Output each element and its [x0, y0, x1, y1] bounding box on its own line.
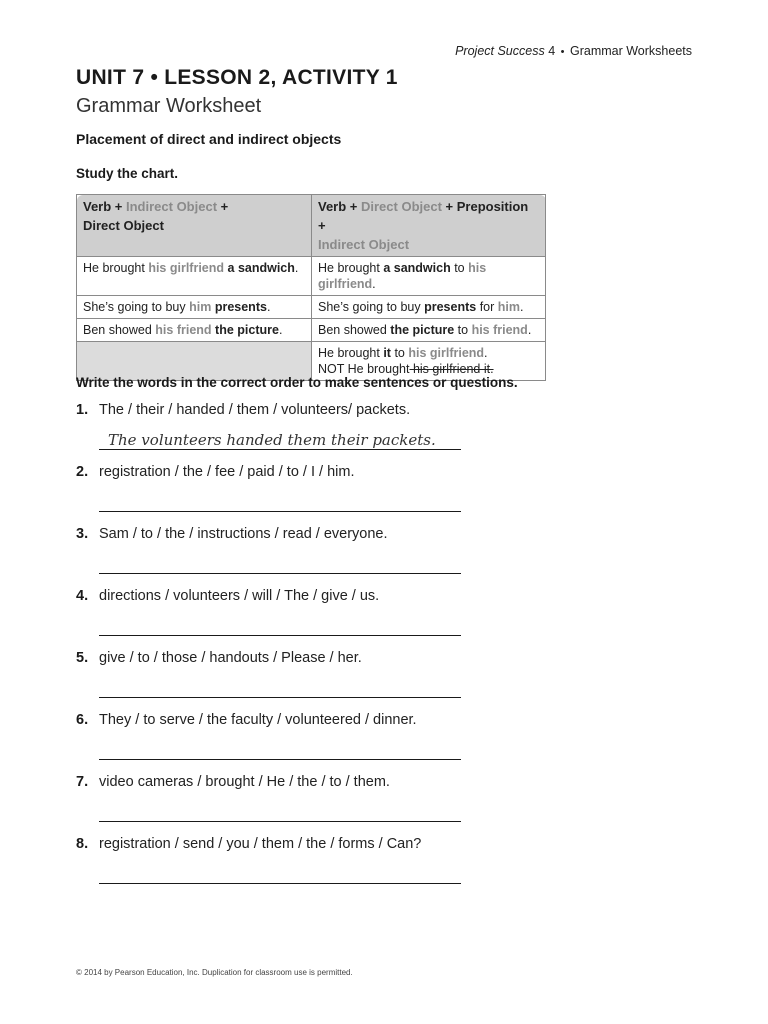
- chart-text: Verb +: [83, 199, 126, 214]
- answer-line[interactable]: [99, 883, 461, 884]
- chart-text: .: [294, 261, 299, 275]
- chart-text: Indirect Object: [126, 199, 218, 214]
- answer-line[interactable]: [99, 449, 461, 450]
- chart-row: [77, 296, 546, 319]
- item-number: 3.: [76, 526, 89, 542]
- chart-text: to: [450, 261, 469, 275]
- chart-text: Direct Object: [83, 218, 164, 233]
- chart-text: his girlfriend: [318, 261, 487, 291]
- grammar-chart: [76, 194, 546, 381]
- item-number: 6.: [76, 712, 89, 728]
- chart-row: [77, 257, 546, 296]
- item-prompt: video cameras / brought / He / the / to / them.: [99, 774, 390, 790]
- chart-text: .: [520, 300, 524, 314]
- item-prompt: directions / volunteers / will / The / give / us.: [99, 588, 380, 604]
- chart-text: +: [217, 199, 229, 214]
- chart-text: .: [372, 277, 376, 291]
- chart-text: presents: [424, 300, 477, 314]
- chart-cell: [77, 319, 312, 342]
- item-prompt: give / to / those / handouts / Please / her.: [99, 650, 362, 666]
- series-level: 4: [548, 44, 556, 58]
- chart-text: He brought: [318, 261, 384, 275]
- item-prompt: The / their / handed / them / volunteers/ packets.: [99, 402, 411, 418]
- chart-text: .: [527, 323, 532, 337]
- chart-text: for: [476, 300, 498, 314]
- exercise-item: [76, 464, 466, 526]
- chart-text: the picture: [215, 323, 279, 337]
- item-prompt: registration / the / fee / paid / to / I / him.: [99, 464, 355, 480]
- write-instruction: Write the words in the correct order to make sentences or questions.: [76, 375, 518, 390]
- chart-text: a sandwich: [383, 261, 451, 275]
- chart-text: a sandwich: [227, 261, 295, 275]
- chart-text: .: [278, 323, 283, 337]
- chart-cell: [77, 257, 312, 296]
- chart-text: Ben showed: [318, 323, 391, 337]
- answer-line[interactable]: [99, 759, 461, 760]
- item-number: 2.: [76, 464, 89, 480]
- answer-line[interactable]: [99, 635, 461, 636]
- chart-cell: [312, 296, 546, 319]
- exercise-item: [76, 774, 466, 836]
- chart-text: He brought: [318, 346, 384, 360]
- item-number: 4.: [76, 588, 89, 604]
- unit-title: UNIT 7 • LESSON 2, ACTIVITY 1: [76, 66, 398, 89]
- chart-text: .: [484, 346, 488, 360]
- bullet-separator: •: [560, 46, 565, 58]
- answer-line[interactable]: [99, 573, 461, 574]
- study-instruction: Study the chart.: [76, 166, 179, 181]
- chart-text: the picture: [390, 323, 455, 337]
- answer-line[interactable]: [99, 697, 461, 698]
- chart-row: [77, 319, 546, 342]
- chart-text: to: [390, 346, 409, 360]
- chart-header-cell: [312, 195, 546, 257]
- chart-text: his friend: [471, 323, 528, 337]
- chart-header-cell: [77, 195, 312, 257]
- topic-heading: Placement of direct and indirect objects: [76, 131, 342, 147]
- answer-line[interactable]: [99, 511, 461, 512]
- chart-text: Verb +: [318, 199, 361, 214]
- chart-text: his girlfriend: [408, 346, 485, 360]
- chart-text: him: [189, 300, 212, 314]
- section-name: Grammar Worksheets: [569, 44, 692, 58]
- handwritten-answer[interactable]: The volunteers handed them their packets.: [108, 431, 436, 449]
- chart-header-row: [77, 195, 546, 257]
- series-name: Project Success: [455, 44, 545, 58]
- chart-text: .: [266, 300, 271, 314]
- chart-text: + Preposition +: [318, 199, 529, 233]
- chart-text: his girlfriend it.: [409, 362, 494, 376]
- chart-text: He brought: [83, 261, 149, 275]
- exercise-item: [76, 402, 466, 464]
- item-prompt: They / to serve / the faculty / volunteered / dinner.: [99, 712, 417, 728]
- item-prompt: Sam / to / the / instructions / read / everyone.: [99, 526, 388, 542]
- item-number: 5.: [76, 650, 89, 666]
- exercise-item: [76, 526, 466, 588]
- chart-text: to: [454, 323, 472, 337]
- running-head: [455, 44, 692, 58]
- answer-line[interactable]: [99, 821, 461, 822]
- copyright-footer: © 2014 by Pearson Education, Inc. Duplication for classroom use is permitted.: [76, 968, 353, 977]
- chart-cell: [312, 319, 546, 342]
- chart-cell: [312, 257, 546, 296]
- exercise-item: [76, 650, 466, 712]
- exercise-item: [76, 712, 466, 774]
- chart-text: him: [497, 300, 520, 314]
- exercise-item: [76, 836, 466, 898]
- item-number: 1.: [76, 402, 89, 418]
- exercise-item: [76, 588, 466, 650]
- item-number: 7.: [76, 774, 89, 790]
- chart-text: his friend: [155, 323, 212, 337]
- chart-text: She’s going to buy: [83, 300, 190, 314]
- chart-cell: [77, 296, 312, 319]
- chart-text: Indirect Object: [318, 237, 410, 252]
- item-number: 8.: [76, 836, 89, 852]
- chart-text: She’s going to buy: [318, 300, 425, 314]
- chart-text: his girlfriend: [148, 261, 225, 275]
- chart-text: it: [383, 346, 391, 360]
- chart-text: Direct Object: [361, 199, 442, 214]
- worksheet-subtitle: Grammar Worksheet: [76, 95, 262, 117]
- chart-text: Ben showed: [83, 323, 156, 337]
- item-prompt: registration / send / you / them / the / forms / Can?: [99, 836, 422, 852]
- chart-text: NOT He brought: [318, 362, 410, 376]
- chart-text: presents: [214, 300, 267, 314]
